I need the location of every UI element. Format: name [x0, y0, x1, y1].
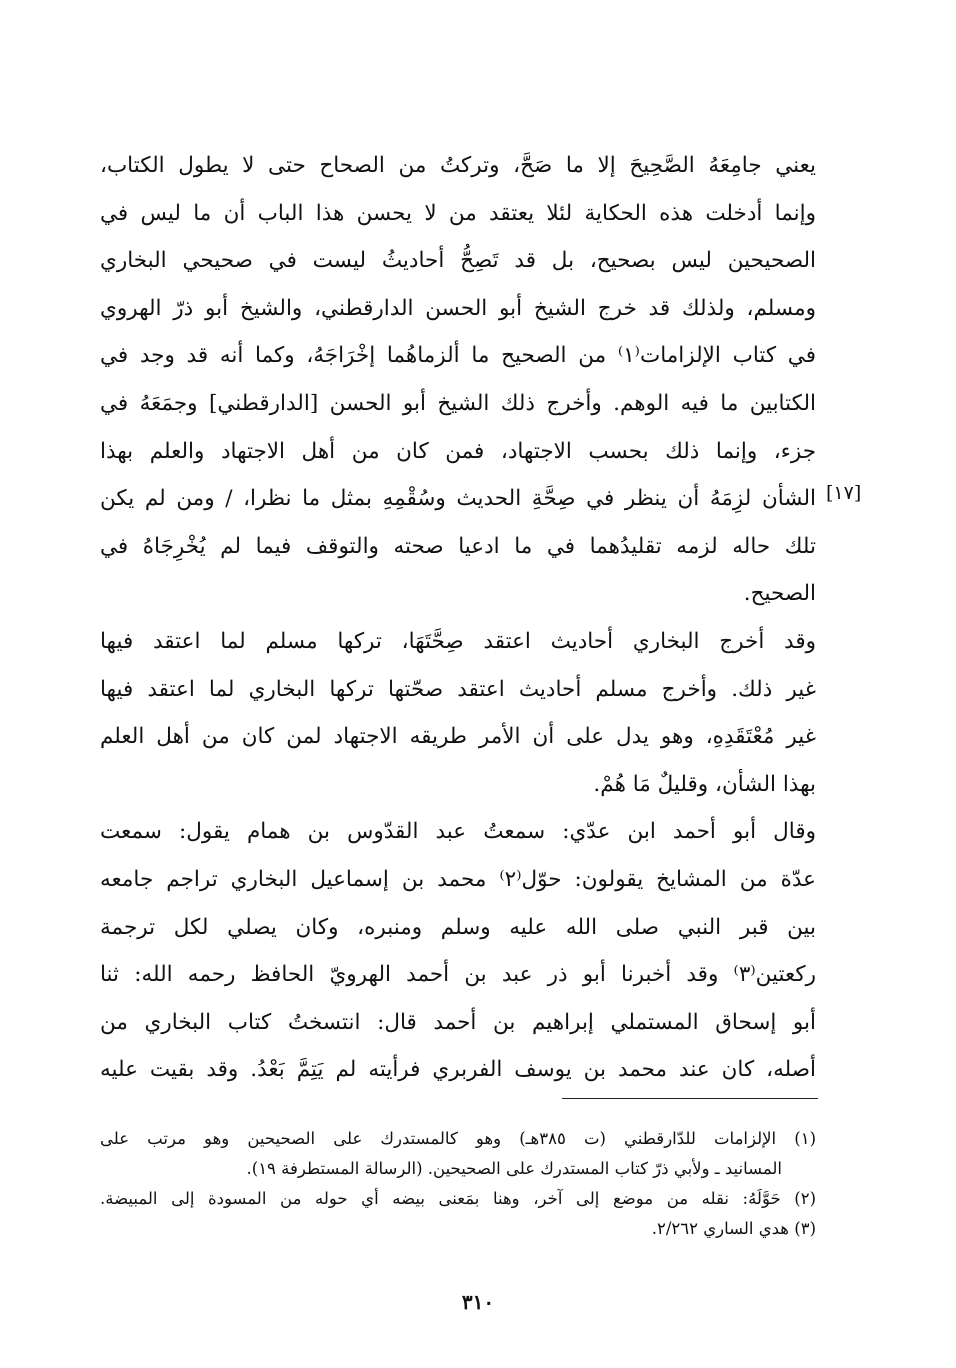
footnote-line: المسانيد ـ ولأبي ذرّ كتاب المستدرك على الصحيحين. (الرسالة المستطرفة ١٩). [246, 1159, 782, 1178]
footnote-divider [562, 1098, 818, 1099]
margin-reference: [١٧] [826, 482, 862, 504]
footnotes [100, 1124, 816, 1244]
text-line: الصحيح. [743, 581, 816, 607]
text-line: أبو إسحاق المستملي إبراهيم بن أحمد قال: انتسختُ كتاب البخاري من [100, 1009, 816, 1035]
text-line: جزء، وإنما ذلك بحسب الاجتهاد، فمن كان من أهل الاجتهاد والعلم بهذا [100, 438, 816, 464]
footnote-line: (١) الإلزامات للدّارقطني (ت ٣٨٥هـ) وهو كالمستدرك على الصحيحين وهو مرتب على [100, 1129, 816, 1148]
text-line: عدّة من المشايخ يقولون: حوّل⁽٢⁾ محمد بن إسماعيل البخاري تراجم جامعه [100, 866, 816, 892]
text-line: وقال أبو أحمد ابن عدّي: سمعتُ عبد القدّوس بن همام يقول: سمعت [100, 819, 816, 845]
text-line: وقد أخرج البخاري أحاديث اعتقد صِحَّتَهَا، تركها مسلم لما اعتقد فيها [100, 628, 816, 654]
text-line: غير مُعْتَقَدِهِ، وهو يدل على أن الأمر طريقه الاجتهاد لمن كان من أهل العلم [100, 724, 816, 750]
text-line: أصله، كان عند محمد بن يوسف الفربري فرأيته لم يَتِمَّ بَعْدُ. وقد بقيت عليه [100, 1057, 816, 1083]
text-line: ركعتين⁽٣⁾ وقد أخبرنا أبو ذر عبد بن أحمد الهرويّ الحافظ رحمه الله: ثنا [100, 962, 816, 988]
text-line: ومسلم، ولذلك قد خرج الشيخ أبو الحسن الدارقطني، والشيخ أبو ذرّ الهروي [100, 295, 816, 321]
text-line: يعني جامِعَهُ الصَّحِيحَ إلا ما صَحَّ، وتركتُ من الصحاح حتى لا يطول الكتاب، [100, 153, 816, 178]
text-line: الصحيحين ليس بصحيح، بل قد تَصِحُّ أحاديثُ ليست في صحيحي البخاري [100, 248, 816, 274]
text-line: بين قبر النبي صلى الله عليه وسلم ومنبره، وكان يصلي لكل ترجمة [100, 914, 816, 940]
footnote-line: (٣) هدي الساري ٢/٢٦٢. [651, 1219, 816, 1238]
text-line: بهذا الشأن، وقليلٌ مَا هُمْ. [593, 771, 816, 797]
text-line: وإنما أدخلت هذه الحكاية لئلا يعتقد من لا يحسن هذا الباب أن ما ليس في [100, 200, 816, 226]
text-line: الكتابين ما فيه الوهم. وأخرج ذلك الشيخ أبو الحسن [الدارقطني] وجمَعَهُ في [100, 390, 816, 416]
text-line: في كتاب الإلزامات⁽١⁾ من الصحيح ما ألزماهُما إخْرَاجَهُ، وكما أنه قد وجد في [100, 343, 816, 369]
footnote-line: (٢) حَوَّلَهُ: نقله من موضع إلى آخر، وهنا بمَعنى بيضه أي حوله من المسودة إلى المبيضة. [100, 1189, 816, 1208]
text-line: الشأن لزِمَهُ أن ينظر في صِحَّةِ الحديث وسُقْمِهِ بمثل ما نظرا، / ومن لم يكن [100, 486, 816, 512]
page-number: ٣١٠ [461, 1290, 495, 1314]
main-text [100, 142, 816, 1094]
text-line: تلك حاله لزمه تقليدُهما في ما ادعيا صحته والتوقف فيما لم يُخْرِجَاهُ في [100, 533, 816, 559]
text-line: غير ذلك. وأخرج مسلم أحاديث اعتقد صحّتها تركها البخاري لما اعتقد فيها [100, 676, 816, 702]
